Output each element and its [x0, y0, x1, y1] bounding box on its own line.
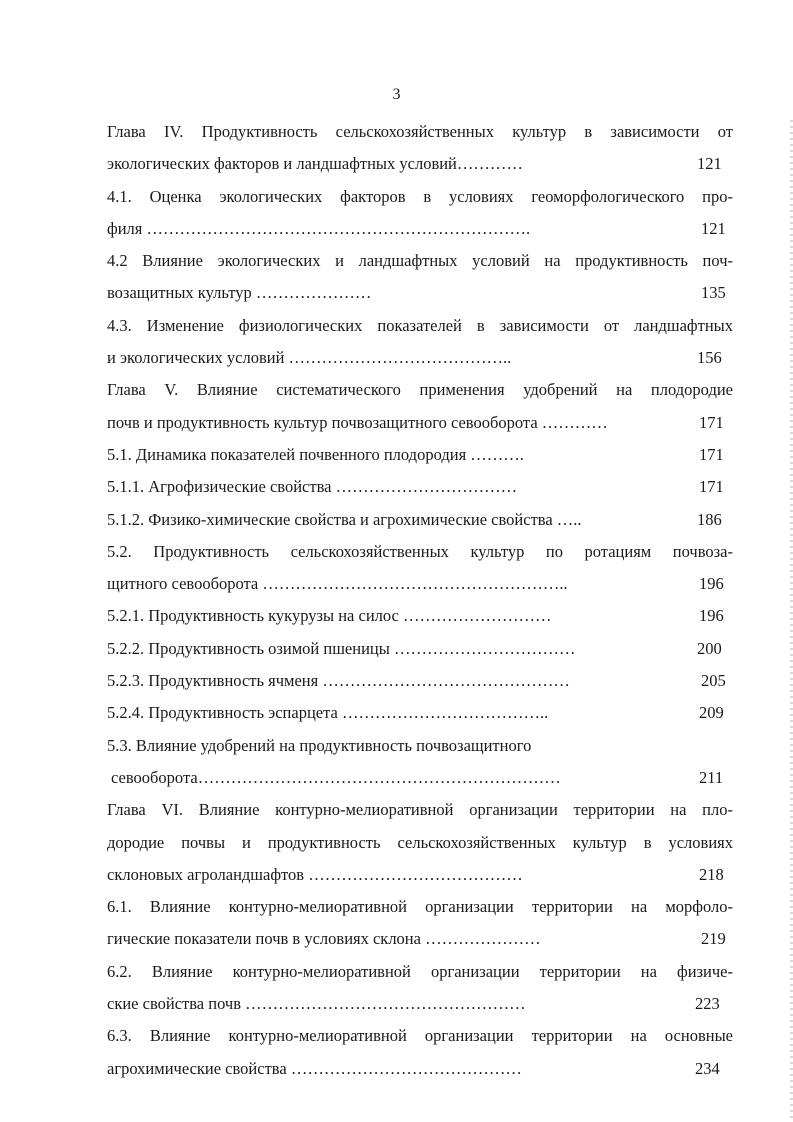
toc-line	[107, 1053, 733, 1085]
toc-line: 4.3. Изменение физиологических показателей в зависимости от ландшафтных	[107, 315, 733, 335]
toc-line-text: 5.1.1. Агрофизические свойства ……………………………	[107, 477, 518, 497]
toc-page-number: 171	[699, 477, 724, 497]
toc-page-number: 211	[699, 767, 724, 787]
toc-line	[107, 697, 733, 729]
toc-line: 4.2 Влияние экологических и ландшафтных условий на продуктивность поч-	[107, 251, 733, 271]
table-of-contents	[107, 116, 733, 1085]
toc-line	[107, 568, 733, 600]
toc-line: дородие почвы и продуктивность сельскохозяйственных культур в условиях	[107, 832, 733, 852]
toc-page-number: 205	[701, 671, 726, 691]
toc-line: Глава VI. Влияние контурно-мелиоративной организации территории на пло-	[107, 800, 733, 820]
toc-line	[107, 148, 733, 180]
toc-line-text: филя …………………………………………………………….	[107, 218, 531, 238]
page-number: 3	[392, 86, 401, 103]
toc-page-number: 196	[699, 574, 724, 594]
toc-line-text: склоновых агроландшафтов …………………………………	[107, 864, 523, 884]
toc-page-number: 196	[699, 606, 724, 626]
toc-page-number: 156	[697, 348, 722, 368]
toc-line-text: 5.2.3. Продуктивность ячменя ………………………………………	[107, 671, 570, 691]
toc-page-number: 234	[695, 1058, 720, 1078]
toc-line-text: и экологических условий …………………………………..	[107, 348, 512, 368]
toc-page-number: 223	[695, 994, 720, 1014]
toc-line-text: 5.2.1. Продуктивность кукурузы на силос ………………………	[107, 606, 552, 626]
toc-line	[107, 600, 733, 632]
toc-line-text: гические показатели почв в условиях склона …………………	[107, 929, 541, 949]
toc-line: 6.2. Влияние контурно-мелиоративной организации территории на физиче-	[107, 961, 733, 981]
toc-line: 5.2. Продуктивность сельскохозяйственных культур по ротациям почвоза-	[107, 541, 733, 561]
toc-line	[107, 762, 733, 794]
toc-line	[107, 988, 733, 1020]
toc-page-number: 200	[697, 638, 722, 658]
toc-page-number: 171	[699, 444, 724, 464]
toc-line	[107, 277, 733, 309]
toc-line	[107, 923, 733, 955]
toc-line: Глава V. Влияние систематического применения удобрений на плодородие	[107, 380, 733, 400]
toc-line	[107, 213, 733, 245]
toc-page-number: 218	[699, 864, 724, 884]
toc-line-text: 5.3. Влияние удобрений на продуктивность почвозащитного	[107, 735, 532, 755]
toc-line	[107, 342, 733, 374]
toc-line	[107, 859, 733, 891]
toc-line-text: севооборота…………………………………………………………	[111, 767, 561, 787]
toc-line-text: возащитных культур …………………	[107, 283, 372, 303]
toc-line-text: агрохимические свойства ……………………………………	[107, 1058, 522, 1078]
toc-page-number: 186	[697, 509, 722, 529]
toc-line-text: экологических факторов и ландшафтных условий…………	[107, 154, 523, 174]
toc-line-text: 5.2.4. Продуктивность эспарцета ………………………………..	[107, 703, 549, 723]
toc-line	[107, 504, 733, 536]
toc-page-number: 121	[697, 154, 722, 174]
toc-page-number: 219	[701, 929, 726, 949]
toc-line	[107, 471, 733, 503]
toc-line-text: ские свойства почв ……………………………………………	[107, 994, 526, 1014]
toc-line-text: щитного севооборота ………………………………………………..	[107, 574, 568, 594]
toc-line: 4.1. Оценка экологических факторов в условиях геоморфологического про-	[107, 186, 733, 206]
toc-line-text: почв и продуктивность культур почвозащитного севооборота …………	[107, 412, 608, 432]
toc-line	[107, 730, 733, 762]
toc-page-number: 209	[699, 703, 724, 723]
toc-page-number: 121	[701, 218, 726, 238]
toc-line: 6.3. Влияние контурно-мелиоративной организации территории на основные	[107, 1026, 733, 1046]
toc-line	[107, 439, 733, 471]
toc-line: 6.1. Влияние контурно-мелиоративной организации территории на морфоло-	[107, 897, 733, 917]
toc-line	[107, 633, 733, 665]
toc-page-number: 135	[701, 283, 726, 303]
toc-line	[107, 665, 733, 697]
toc-line-text: 5.1.2. Физико-химические свойства и агрохимические свойства …..	[107, 509, 582, 529]
toc-line: Глава IV. Продуктивность сельскохозяйственных культур в зависимости от	[107, 122, 733, 141]
toc-page-number: 171	[699, 412, 724, 432]
toc-line-text: 5.1. Динамика показателей почвенного плодородия ……….	[107, 444, 524, 464]
toc-line-text: 5.2.2. Продуктивность озимой пшеницы ……………………………	[107, 638, 576, 658]
toc-line	[107, 407, 733, 439]
